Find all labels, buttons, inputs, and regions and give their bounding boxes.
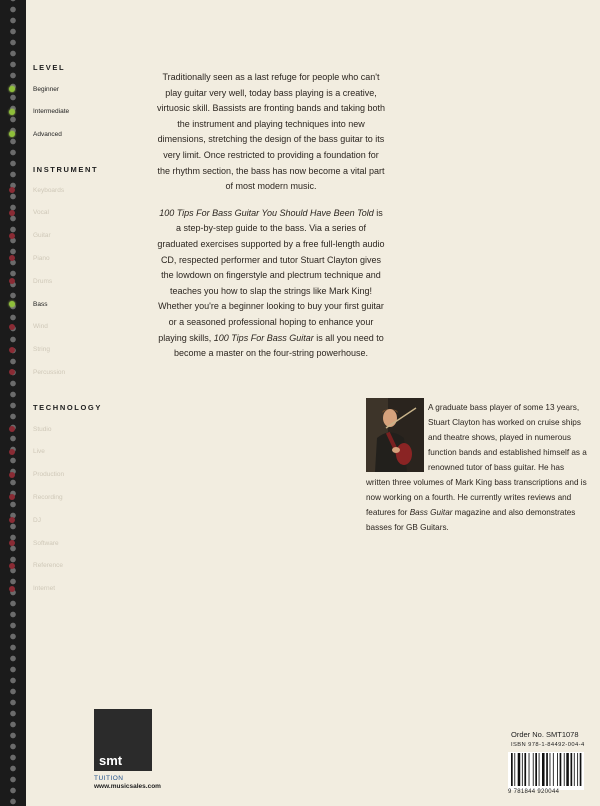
inactive-dot-icon [9,449,15,455]
sidebar-item-label: Drums [33,277,53,285]
inactive-dot-icon [9,586,15,592]
inactive-dot-icon [9,324,15,330]
sidebar-item-label: Internet [33,585,56,593]
book-title: 100 Tips For Bass Guitar You Should Have Been Told [159,207,374,218]
active-dot-icon [9,301,15,307]
sidebar-item-label: Production [33,471,65,479]
sidebar-item-label: Studio [33,425,52,433]
technology-heading: TECHNOLOGY [33,403,102,412]
sidebar-item-internet [9,583,55,595]
smt-logo: smt [94,709,152,771]
description-paragraph-1: Traditionally seen as a last refuge for people who can't play guitar very well, today bass playing is a creative, virtuosic skill. Bassists are fronting bands and taking both the instrument and playing techniques into new dimensions, stretching the design of the bass guitar to its very limit. Once restricted to providing a foundation for the rhythm section, the bass has now become a vital part of most modern music. [156,72,386,192]
sidebar-item-label: Bass [33,300,48,308]
sidebar-item-software [9,537,59,549]
sidebar-item-dj [9,514,41,526]
sidebar-item-keyboards [9,184,64,196]
inactive-dot-icon [9,472,15,478]
instrument-heading: INSTRUMENT [33,165,99,174]
sidebar-item-guitar [9,230,51,242]
inactive-dot-icon [9,347,15,353]
sidebar-item-production [9,469,64,481]
inactive-dot-icon [9,369,15,375]
sidebar-item-label: Wind [33,323,48,331]
inactive-dot-icon [9,563,15,569]
sidebar-item-vocal [9,207,49,219]
inactive-dot-icon [9,255,15,261]
sidebar-item-live [9,446,45,458]
sidebar-item-advanced [9,128,62,140]
inactive-dot-icon [9,540,15,546]
sidebar-item-label: Beginner [33,85,60,93]
inactive-dot-icon [9,278,15,284]
barcode-number: 9 781844 920044 [508,789,560,795]
sidebar-item-label: String [33,346,50,354]
isbn: ISBN 978-1-84492-004-4 [511,742,585,748]
sidebar-item-label: Live [33,448,45,456]
sidebar-item-bass [9,298,47,310]
sidebar-item-label: Piano [33,254,50,262]
sidebar-item-label: Advanced [33,130,62,138]
binding-spine [0,0,26,806]
sidebar-item-reference [9,560,63,572]
sidebar-item-label: Software [33,539,59,547]
sidebar-item-percussion [9,366,65,378]
inactive-dot-icon [9,233,15,239]
sidebar-item-studio [9,423,51,435]
sidebar-item-intermediate [9,106,69,118]
barcode [508,752,584,790]
tuition-label: TUITION [94,775,124,782]
book-title-short: 100 Tips For Bass Guitar [213,332,314,343]
level-heading: LEVEL [33,63,66,72]
description-paragraph-2: 100 Tips For Bass Guitar You Should Have Been Told is a step-by-step guide to the bass. Via a series of graduated exercises supported by a free full-length audio CD, respected performer and tutor Stuart Clayton gives the lowdown on fingerstyle and plectrum technique and teaches you how to slap the strings like Mark King! Whether you're a beginner looking to buy your first guitar or a seasoned professional hoping to enhance your playing skills, 100 Tips For Bass Guitar is all you need to become a master on the four-string powerhouse. [157,207,385,359]
author-bio: A graduate bass player of some 13 years, Stuart Clayton has worked on cruise ships and theatre shows, played in numerous function bands and established himself as a renowned tutor of bass guitar. He has written three volumes of Mark King bass transcriptions and is now working on a fourth. He currently writes reviews and features for Bass Guitar magazine and also demonstrates basses for GB Guitars. [366,403,587,532]
active-dot-icon [9,131,15,137]
inactive-dot-icon [9,210,15,216]
magazine-name: Bass Guitar [409,508,453,517]
inactive-dot-icon [9,426,15,432]
inactive-dot-icon [9,187,15,193]
active-dot-icon [9,86,15,92]
sidebar-item-drums [9,275,52,287]
book-description [156,70,386,373]
inactive-dot-icon [9,517,15,523]
spiral-holes [8,0,18,806]
sidebar-item-label: Reference [33,562,63,570]
sidebar-item-label: Intermediate [33,108,70,115]
inactive-dot-icon [9,494,15,500]
sidebar-item-wind [9,321,48,333]
sidebar-item-label: Keyboards [33,186,65,194]
sidebar-item-label: Vocal [33,209,49,217]
sidebar-item-label: Percussion [33,368,66,376]
sidebar-item-string [9,344,50,356]
sidebar-item-label: DJ [33,516,41,524]
order-number: Order No. SMT1078 [511,730,579,739]
sidebar-item-label: Recording [33,493,63,501]
sidebar-item-label: Guitar [33,232,51,240]
sidebar-item-piano [9,252,50,264]
sidebar-item-recording [9,491,63,503]
sidebar-item-beginner [9,83,59,95]
publisher-website: www.musicsales.com [94,783,161,790]
active-dot-icon [9,109,15,115]
